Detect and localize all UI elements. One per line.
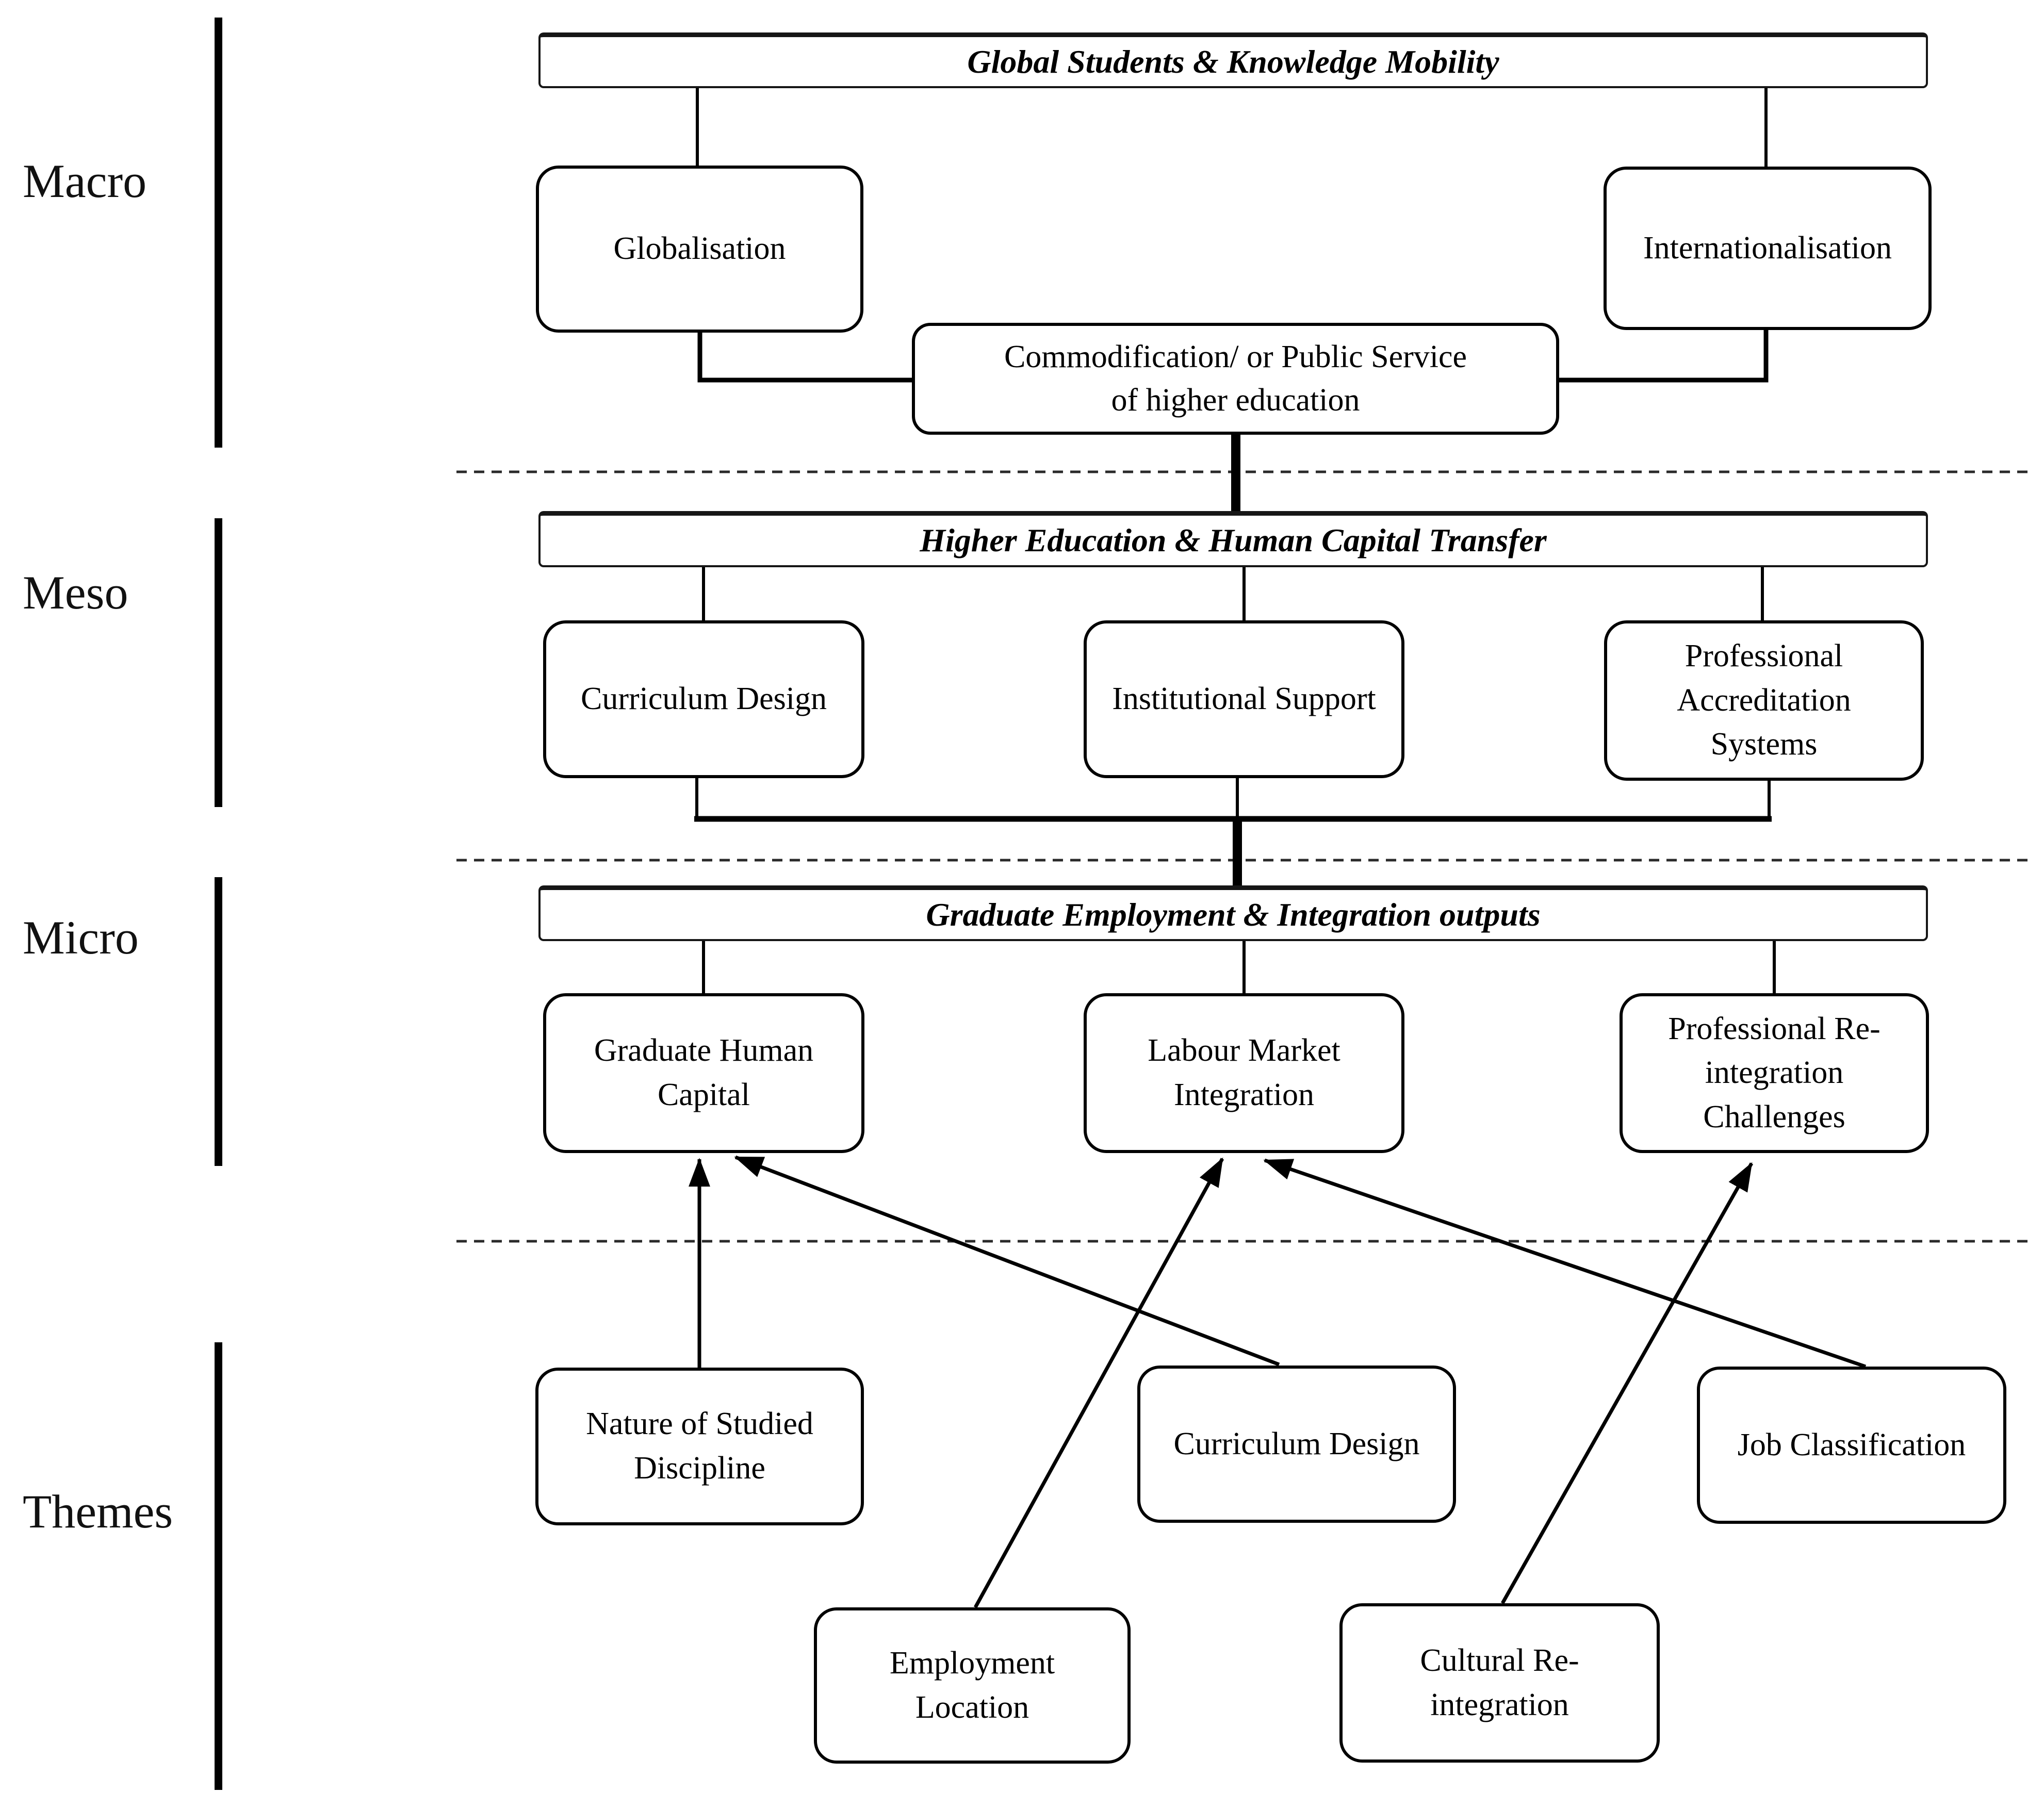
box-nature-discipline <box>535 1368 864 1525</box>
box-lmi-line1: Labour Market <box>1148 1033 1340 1068</box>
banner-micro-title: Graduate Employment & Integration outputs <box>926 896 1541 933</box>
box-institutional-support-line: Institutional Support <box>1112 681 1376 717</box>
box-commodification-line1: Commodification/ or Public Service <box>1004 339 1467 375</box>
banner-meso <box>538 511 1928 567</box>
box-prc-line2: integration <box>1705 1055 1844 1091</box>
box-professional-accreditation <box>1604 620 1924 781</box>
box-nature-line1: Nature of Studied <box>586 1406 813 1442</box>
box-prof-accreditation-line3: Systems <box>1710 727 1818 762</box>
box-internationalisation-line: Internationalisation <box>1643 230 1892 266</box>
box-employment-location <box>814 1607 1131 1764</box>
box-prof-accreditation-line1: Professional <box>1685 638 1843 674</box>
box-graduate-human-capital <box>543 993 864 1153</box>
box-globalisation <box>536 166 863 333</box>
box-professional-reintegration <box>1620 993 1929 1153</box>
box-labour-market-integration <box>1084 993 1404 1153</box>
connector-globalisation-commodification <box>700 333 914 380</box>
level-label-macro: Macro <box>23 155 147 207</box>
box-employment-line1: Employment <box>889 1645 1055 1681</box>
level-label-meso: Meso <box>23 566 128 619</box>
box-institutional-support <box>1084 620 1404 778</box>
level-label-themes: Themes <box>23 1485 173 1538</box>
box-commodification-line2: of higher education <box>1111 382 1360 418</box>
box-employment-line2: Location <box>915 1689 1029 1725</box>
box-globalisation-line: Globalisation <box>613 231 786 267</box>
banner-micro <box>538 885 1928 941</box>
box-prof-accreditation-line2: Accreditation <box>1677 682 1851 718</box>
box-cultural-line2: integration <box>1430 1687 1569 1722</box>
box-nature-line2: Discipline <box>634 1451 765 1486</box>
banner-macro-title: Global Students & Knowledge Mobility <box>967 43 1499 80</box>
box-curriculum-design-meso <box>543 620 864 778</box>
banner-meso-title: Higher Education & Human Capital Transfer <box>920 522 1547 558</box>
arrow-jobclass-to-lmi <box>1265 1160 1866 1367</box>
connector-internationalisation-commodification <box>1557 330 1766 380</box>
box-cultural-reintegration <box>1339 1603 1660 1763</box>
box-job-classification <box>1697 1367 2006 1524</box>
box-ghc-line2: Capital <box>657 1077 750 1112</box>
rail-bar-macro <box>215 18 222 448</box>
box-commodification <box>912 323 1559 435</box>
rail-bar-micro <box>215 877 222 1166</box>
box-curriculum-design-theme <box>1137 1366 1456 1523</box>
box-lmi-line2: Integration <box>1173 1077 1314 1112</box>
banner-macro <box>538 32 1928 88</box>
box-cultural-line1: Cultural Re- <box>1420 1642 1579 1678</box>
rail-bar-themes <box>215 1342 222 1790</box>
box-curriculum-design-meso-line: Curriculum Design <box>581 681 827 717</box>
box-curriculum-design-theme-line: Curriculum Design <box>1173 1426 1420 1461</box>
box-job-classification-line: Job Classification <box>1737 1427 1966 1462</box>
rail-bar-meso <box>215 518 222 807</box>
box-prc-line3: Challenges <box>1703 1099 1845 1134</box>
box-internationalisation <box>1604 167 1932 330</box>
arrow-curriculum-theme-to-ghc <box>735 1157 1279 1364</box>
box-prc-line1: Professional Re- <box>1668 1011 1881 1046</box>
level-label-micro: Micro <box>23 911 139 964</box>
box-ghc-line1: Graduate Human <box>594 1033 814 1068</box>
